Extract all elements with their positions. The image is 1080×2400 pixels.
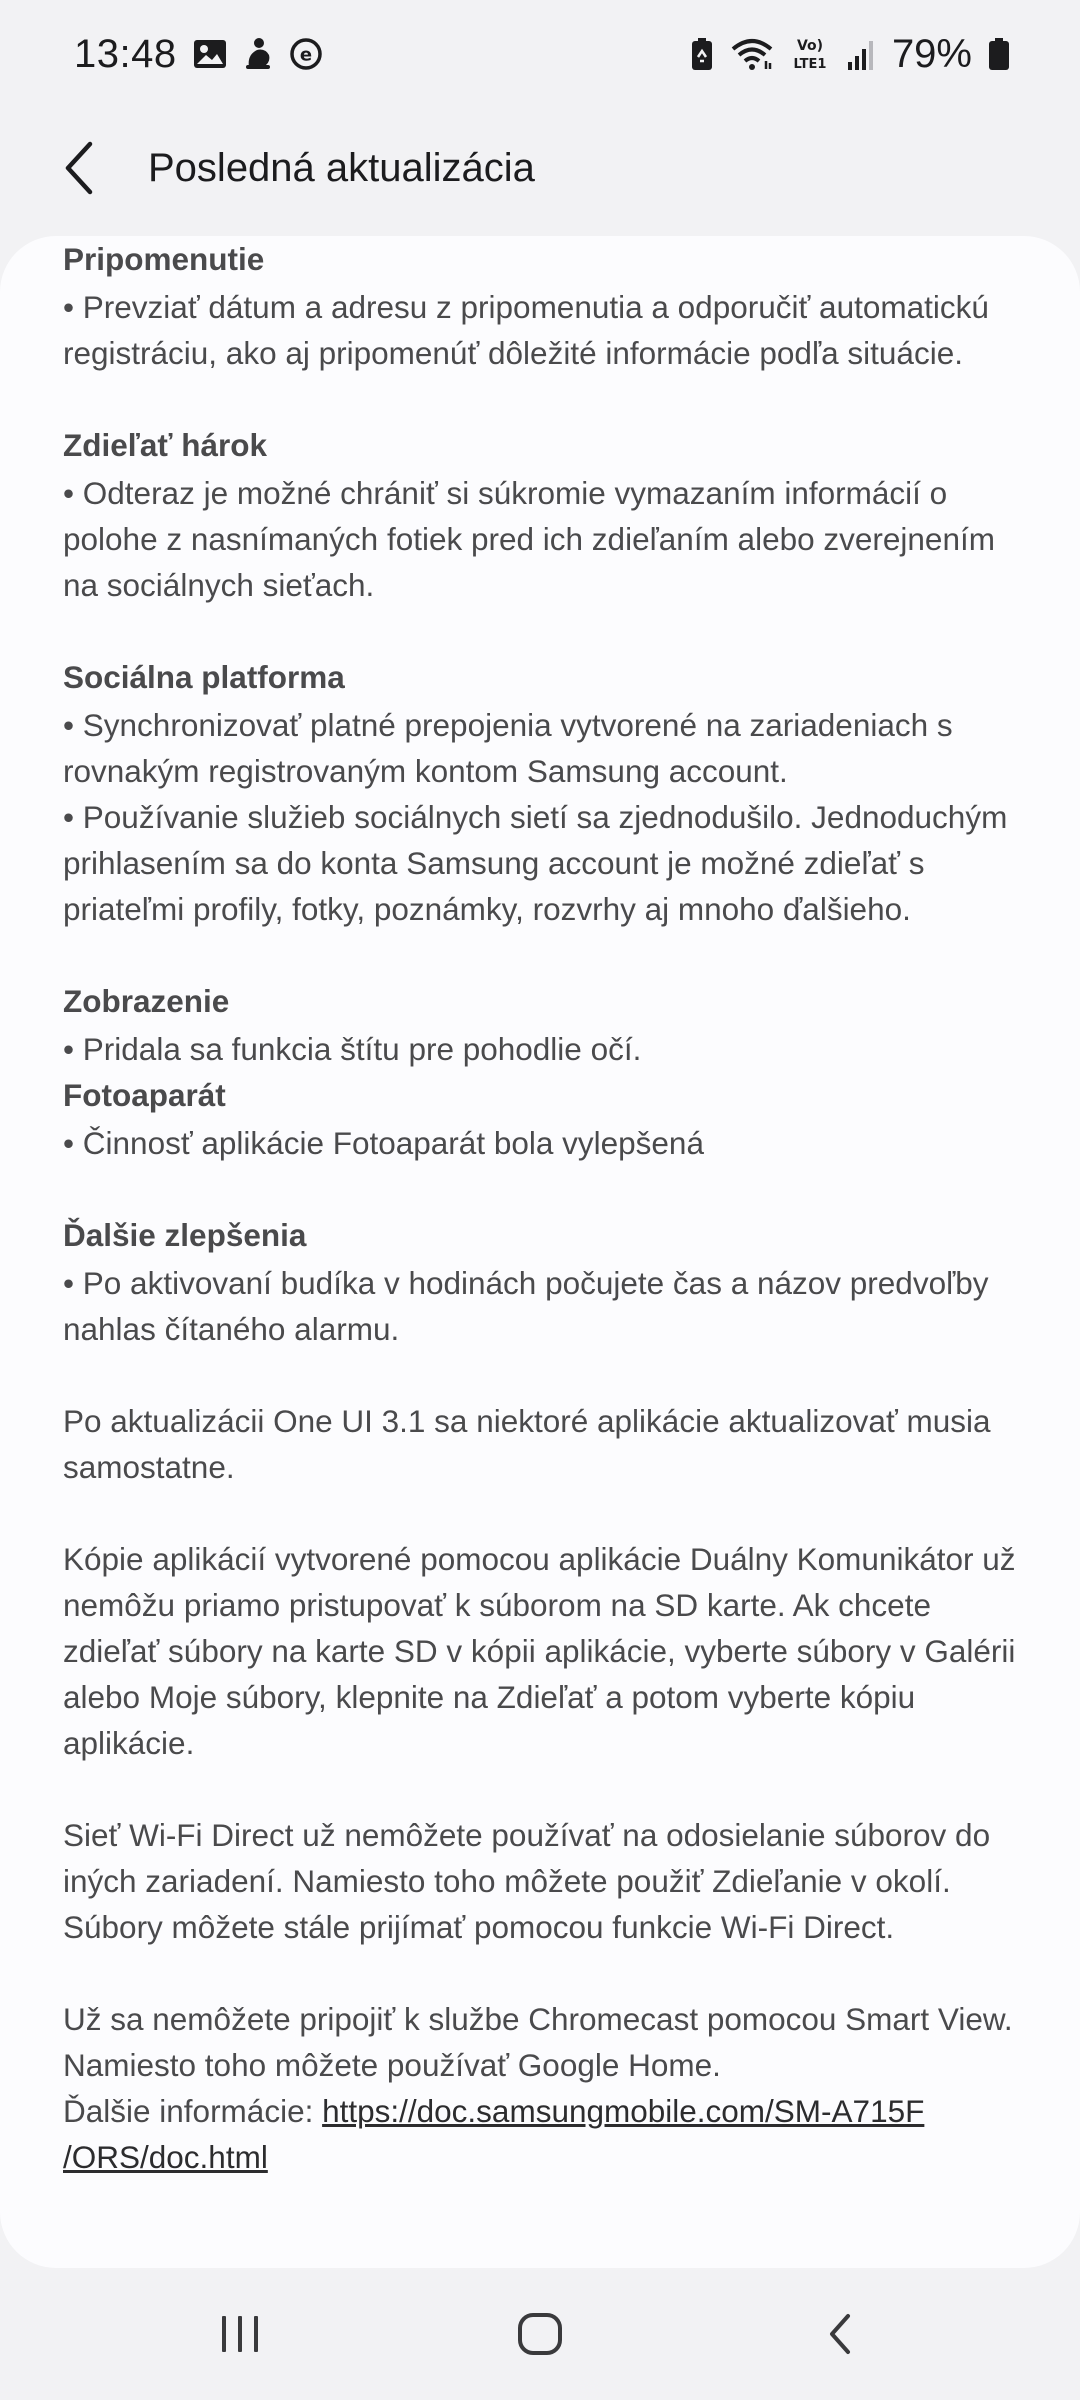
section-paragraph: • Odteraz je možné chrániť si súkromie vymazaním informácií o polohe z nasnímaných fotiek pred ich zdieľaním alebo zverejnením na sociálnych sieťach. xyxy=(63,475,995,603)
wifi-icon xyxy=(730,37,774,71)
note-wifi-direct xyxy=(63,1812,1023,1950)
status-time: 13:48 xyxy=(74,31,177,76)
section-socialna-platforma xyxy=(63,652,1023,932)
more-info-link-continued[interactable]: /ORS/doc.html xyxy=(63,2139,268,2175)
recents-button[interactable] xyxy=(180,2284,300,2384)
system-back-button[interactable] xyxy=(780,2284,900,2384)
section-zdielat-harok xyxy=(63,420,1023,608)
section-heading: Ďalšie zlepšenia xyxy=(63,1217,307,1253)
section-paragraph: • Pridala sa funkcia štítu pre pohodlie očí. xyxy=(63,1031,642,1067)
recents-icon xyxy=(218,2314,262,2354)
gallery-icon xyxy=(193,38,227,70)
volte-icon xyxy=(790,36,830,72)
status-bar xyxy=(0,0,1080,108)
content-card[interactable] xyxy=(0,236,1080,2268)
section-heading: Pripomenutie xyxy=(63,241,265,277)
signal-icon xyxy=(846,38,876,70)
note-paragraph: Po aktualizácii One UI 3.1 sa niektoré aplikácie aktualizovať musia samostatne. xyxy=(63,1403,991,1485)
note-chromecast xyxy=(63,1996,1023,2180)
e-app-icon xyxy=(289,37,323,71)
puppet-app-icon xyxy=(243,37,273,71)
battery-percent: 79% xyxy=(891,31,972,76)
status-right xyxy=(690,32,1010,77)
network-label-top: Vo) xyxy=(796,38,823,54)
battery-saver-icon xyxy=(690,37,714,71)
section-fotoaparat xyxy=(63,1070,1023,1166)
network-label-bottom: LTE1 xyxy=(793,57,827,72)
back-icon xyxy=(824,2310,856,2358)
section-dalsie-zlepsenia xyxy=(63,1210,1023,1352)
note-paragraph: Kópie aplikácií vytvorené pomocou aplikácie Duálny Komunikátor už nemôžu priamo pristupovať k súborom na SD karte. Ak chcete zdieľať súbory na karte SD v kópii aplikácie, vyberte súbory v Galérii alebo Moje súbory, klepnite na Zdieľať a potom vyberte kópiu aplikácie. xyxy=(63,1541,1016,1761)
section-heading: Zdieľať hárok xyxy=(63,427,268,463)
section-heading: Zobrazenie xyxy=(63,983,230,1019)
section-zobrazenie xyxy=(63,976,1023,1072)
home-icon xyxy=(516,2311,564,2357)
section-paragraph: • Činnosť aplikácie Fotoaparát bola vylepšená xyxy=(63,1125,704,1161)
back-arrow-icon xyxy=(60,140,100,196)
note-paragraph: Sieť Wi-Fi Direct už nemôžete používať na odosielanie súborov do iných zariadení. Namiesto toho môžete použiť Zdieľanie v okolí. Súbory môžete stále prijímať pomocou funkcie Wi-Fi Direct. xyxy=(63,1817,991,1945)
back-button[interactable] xyxy=(30,118,130,218)
section-paragraph: • Po aktivovaní budíka v hodinách počujete čas a názov predvoľby nahlas čítaného alarmu. xyxy=(63,1265,989,1347)
battery-icon xyxy=(988,37,1010,71)
status-left xyxy=(74,32,323,77)
section-pripomenutie xyxy=(63,236,1023,376)
note-paragraph: Už sa nemôžete pripojiť k službe Chromecast pomocou Smart View. Namiesto toho môžete používať Google Home. xyxy=(63,2001,1013,2083)
update-notes-content xyxy=(63,236,1023,2180)
section-paragraph: • Používanie služieb sociálnych sietí sa zjednodušilo. Jednoduchým prihlasením sa do konta Samsung account je možné zdieľať s priateľmi profily, fotky, poznámky, rozvrhy aj mnoho ďalšieho. xyxy=(63,799,1008,927)
section-heading: Sociálna platforma xyxy=(63,659,345,695)
more-info-line xyxy=(63,2088,1023,2180)
note-dual-messenger xyxy=(63,1536,1023,1766)
more-info-link[interactable]: https://doc.samsungmobile.com/SM-A715F xyxy=(322,2093,925,2129)
svg-text:e: e xyxy=(299,44,312,66)
section-paragraph: • Prevziať dátum a adresu z pripomenutia a odporučiť automatickú registráciu, ako aj pripomenúť dôležité informácie podľa situácie. xyxy=(63,289,989,371)
section-paragraph: • Synchronizovať platné prepojenia vytvorené na zariadeniach s rovnakým registrovaným kontom Samsung account. xyxy=(63,707,953,789)
navigation-bar xyxy=(0,2268,1080,2400)
section-heading: Fotoaparát xyxy=(63,1077,226,1113)
page-title: Posledná aktualizácia xyxy=(148,145,535,190)
app-bar xyxy=(0,108,1080,228)
note-one-ui xyxy=(63,1398,1023,1490)
more-info-label: Ďalšie informácie: xyxy=(63,2093,323,2129)
home-button[interactable] xyxy=(480,2284,600,2384)
